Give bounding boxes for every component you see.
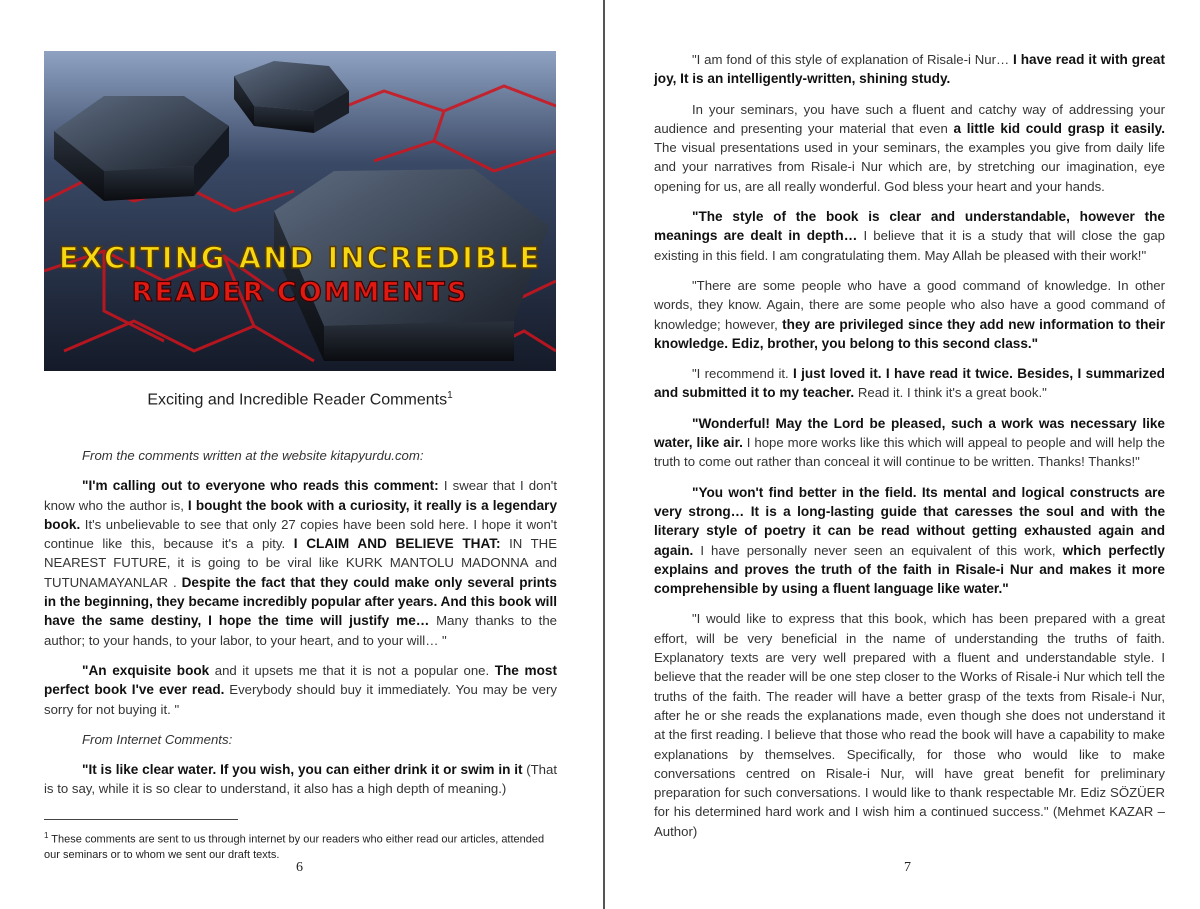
comment-r3: "The style of the book is clear and understandable, however the meanings are dealt in depth… I believe that it is a study that will close the gap existing in this field. I am congratulating them. May Allah be pleased with their work!" [654,209,1165,263]
comment-r6: "Wonderful! May the Lord be pleased, such a work was necessary like water, like air. I hope more works like this which will appeal to people and will help the truth to come out rather than conceal it will continue to be written. Thanks! Thanks!" [654,415,1166,470]
comment-r8: "I would like to express that this book, which has been prepared with a great effort, will be very beneficial in the name of understanding the truths of faith. Explanatory texts are very well prepared with a fluent and understandable style. I believe that the reader will be one step closer to the Works of Risale-i Nur which tell the truths of the faith. The reader will have a better grasp of the texts from Risale-i Nur, after he or she reads the explanations made, even though she does not understand it at the first reading. I believe that those who read the book will have a capability to make explanations by themselves. Specifically, for those who would like to make conversations centred on Risale-i Nur, will have great benefit for preliminary preparation for such conversations. I would like to thank respectable Mr. Ediz SÖZÜER for his determined hard work and I wish him a continued success." (Mehmet KAZAR – Author) [654,611,1165,839]
page-number-left: 6 [296,860,303,875]
intro-internet: From Internet Comments: [82,731,233,747]
comment-3: "It is like clear water. If you wish, you can either drink it or swim in it (That is to say, while it is so clear to understand, it also has a high depth of meaning.) [44,762,557,797]
banner-title-line2: READER COMMENTS [131,277,469,308]
comment-2: "An exquisite book and it upsets me that it is not a popular one. The most perfect book I've ever read. Everybody should buy it immediately. You may be very sorry for not buying it. " [44,662,557,717]
right-body [654,50,1165,852]
comment-r1: "I am fond of this style of explanation of Risale-i Nur… I have read it with great joy, It is an intelligently-written, shining study. [654,52,1165,87]
footnote: $^1$ These comments are sent to us through internet by our readers who either read our articles, attended our seminars or to whom we sent our draft texts. [44,831,545,862]
page-number-right: 7 [904,860,911,875]
intro-kitapyurdu: From the comments written at the website kitapyurdu.com: [82,448,424,463]
footnote-rule [44,819,238,820]
page-title-text: Exciting and Incredible Reader Comments [147,391,448,409]
comment-r4: "There are some people who have a good command of knowledge. In other words, they know. Again, there are some people who also have a good command of knowledge; however, they are privileged since they add new information to their knowledge. Ediz, brother, you belong to this second class." [654,277,1166,351]
banner-graphic [44,51,556,371]
banner-title-line1: EXCITING AND INCREDIBLE [58,241,542,275]
hexagon-top [234,61,349,133]
footnote-ref: 1 [447,390,453,401]
comment-r2: In your seminars, you have such a fluent and catchy way of addressing your audience and presenting your material that even a little kid could grasp it easily. The visual presentations used in your seminars, the examples you give from daily life and your narratives from Risale-i Nur which are, by stretching our imagination, eye opening for us, are all really wonderful. God bless your heart and your hands. [654,101,1165,194]
left-body [44,446,557,810]
comment-r7: "You won't find better in the field. Its mental and logical constructs are very strong… It is a long-lasting guide that caresses the soul and with the literary style of poetry it can be read without getting exhausted again and again. I have personally never seen an equivalent of this work, which perfectly explains and proves the truth of the faith in Risale-i Nur and makes it more comprehensible by using a fluent language like water." [654,484,1165,597]
page-title [44,390,556,409]
right-page [606,0,1200,909]
comment-r5: "I recommend it. I just loved it. I have read it twice. Besides, I summarized and submitted it to my teacher. Read it. I think it's a great book." [654,366,1165,401]
comment-1: "I'm calling out to everyone who reads this comment: I swear that I don't know who the author is, I bought the book with a curiosity, it really is a legendary book. It's unbelievable to see that only 27 copies have been sold here. I hope it won't continue like this, because it's a pity. I CLAIM AND BELIEVE THAT: IN THE NEAREST FUTURE, it is going to be viral like KURK MANTOLU MADONNA and TUTUNAMAYANLAR . Despite the fact that they could make only several prints in the beginning, they became incredibly popular after years. And this book will have the same destiny, I hope the time will justify me… Many thanks to the author; to your hands, to your labor, to your heart, and to your will… " [44,478,557,648]
banner-image [44,51,556,371]
page-divider [603,0,605,909]
